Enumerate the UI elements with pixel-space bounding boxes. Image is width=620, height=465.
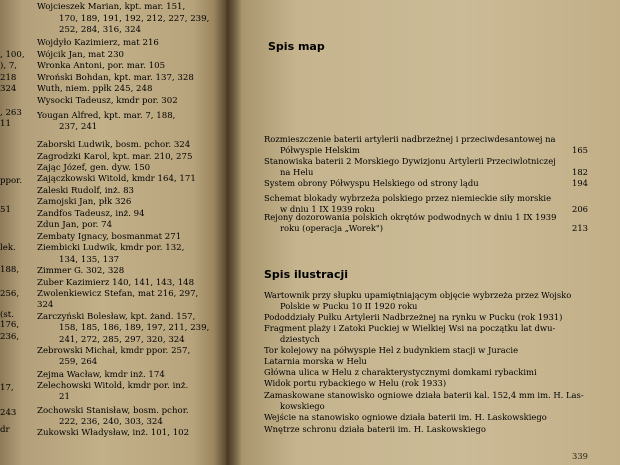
- index-line: Zając Józef, gen. dyw. 150: [37, 163, 151, 173]
- index-line: Żochowski Stanisław, bosm. pchor.: [37, 406, 189, 416]
- map-entry-page: 182: [572, 167, 588, 177]
- maps-heading: Spis map: [268, 40, 325, 53]
- map-entry-text: System obrony Półwyspu Helskiego od strony lądu: [264, 178, 479, 188]
- book-gutter: [214, 0, 242, 465]
- margin-fragment: lek.: [0, 243, 16, 253]
- illustration-entry: Zamaskowane stanowisko ogniowe działa baterii kal. 152,4 mm im. H. Las-: [264, 390, 584, 400]
- margin-fragment: 176,: [0, 320, 20, 330]
- index-line: Zuber Kazimierz 140, 141, 143, 148: [37, 278, 195, 288]
- map-entry-text: Schemat blokady wybrzeża polskiego przez niemieckie siły morskie: [264, 193, 552, 203]
- index-line: 21: [59, 392, 70, 402]
- map-entry-text: Rozmieszczenie baterii artylerii nadbrzeżnej i przeciwdesantowej na: [264, 134, 556, 144]
- index-line: Wronka Antoni, por. mar. 105: [37, 61, 166, 71]
- index-line: Żelechowski Witold, kmdr por. inż.: [37, 381, 189, 391]
- map-entry-text: Stanowiska baterii 2 Morskiego Dywizjonu Artylerii Przeciwlotniczej: [264, 156, 556, 166]
- index-line: 222, 236, 240, 303, 324: [59, 417, 163, 427]
- illustration-entry: Tor kolejowy na półwyspie Hel z budynkiem stacji w Juracie: [264, 345, 519, 355]
- index-line: Zaborski Ludwik, bosm. pchor. 324: [37, 140, 191, 150]
- map-entry-text: na Helu: [280, 167, 314, 177]
- illustration-entry: Widok portu rybackiego w Helu (rok 1933): [264, 378, 447, 388]
- margin-fragment: ppor.: [0, 176, 23, 186]
- index-line: Żukowski Władysław, inż. 101, 102: [37, 428, 190, 438]
- index-line: Zdun Jan, por. 74: [37, 220, 113, 230]
- margin-fragment: 17,: [0, 383, 14, 393]
- index-line: Żarczyński Bolesław, kpt. żand. 157,: [37, 312, 196, 322]
- index-line: Wysocki Tadeusz, kmdr por. 302: [37, 96, 178, 106]
- margin-fragment: 236,: [0, 332, 20, 342]
- margin-fragment: 11: [0, 119, 11, 129]
- illustration-entry: Wejście na stanowisko ogniowe działa baterii im. H. Laskowskiego: [264, 412, 547, 422]
- index-line: Zembaty Ignacy, bosmanmat 271: [37, 232, 182, 242]
- index-line: 134, 135, 137: [59, 255, 120, 265]
- index-line: Zwolenkiewicz Stefan, mat 216, 297,: [37, 289, 199, 299]
- illustration-entry: Latarnia morska w Helu: [264, 356, 367, 366]
- margin-fragment: ), 7,: [0, 61, 18, 71]
- index-line: 158, 185, 186, 189, 197, 211, 239,: [59, 323, 210, 333]
- index-line: Żebrowski Michał, kmdr ppor. 257,: [37, 346, 191, 356]
- index-line: 252, 284, 316, 324: [59, 25, 142, 35]
- illustrations-heading: Spis ilustracji: [264, 268, 349, 281]
- index-line: 324: [37, 300, 54, 310]
- index-line: Wojcieszek Marian, kpt. mar. 151,: [37, 2, 186, 12]
- map-entry-page: 206: [572, 204, 588, 214]
- index-line: 241, 272, 285, 297, 320, 324: [59, 335, 185, 345]
- index-line: Ziembicki Ludwik, kmdr por. 132,: [37, 243, 185, 253]
- index-line: Wójcik Jan, mat 230: [37, 50, 125, 60]
- illustration-entry: Polskie w Pucku 10 II 1920 roku: [280, 301, 418, 311]
- margin-fragment: 243: [0, 408, 17, 418]
- index-line: Zamojski Jan, płk 326: [37, 197, 132, 207]
- index-line: Yougan Alfred, kpt. mar. 7, 188,: [37, 111, 176, 121]
- map-entry-text: Półwyspie Helskim: [280, 145, 360, 155]
- illustration-entry: Wnętrze schronu działa baterii im. H. Laskowskiego: [264, 424, 486, 434]
- index-line: 170, 189, 191, 192, 212, 227, 239,: [59, 14, 210, 24]
- map-entry-page: 213: [572, 223, 588, 233]
- margin-fragment: 218: [0, 73, 17, 83]
- margin-fragment: , 100,: [0, 50, 25, 60]
- index-line: Wroński Bohdan, kpt. mar. 137, 328: [37, 73, 194, 83]
- margin-fragment: dr: [0, 425, 10, 435]
- illustration-entry: Wartownik przy słupku upamiętniającym objęcie wybrzeża przez Wojsko: [264, 290, 572, 300]
- margin-fragment: 256,: [0, 289, 20, 299]
- map-entry-text: Rejony dozorowania polskich okrętów podwodnych w dniu 1 IX 1939: [264, 212, 557, 222]
- margin-fragment: 188,: [0, 265, 20, 275]
- margin-fragment: 51: [0, 205, 11, 215]
- index-line: Zimmer G. 302, 328: [37, 266, 125, 276]
- page-number: 339: [572, 451, 588, 461]
- index-line: 259, 264: [59, 357, 98, 367]
- index-line: Żejma Wacław, kmdr inż. 174: [37, 370, 165, 380]
- index-line: Zandfos Tadeusz, inż. 94: [37, 209, 145, 219]
- index-line: 237, 241: [59, 122, 98, 132]
- map-entry-text: roku (operacja „Worek"): [280, 223, 384, 233]
- index-line: Wuth, niem. ppłk 245, 248: [37, 84, 153, 94]
- index-line: Zajączkowski Witold, kmdr 164, 171: [37, 174, 196, 184]
- illustration-entry: kowskiego: [280, 401, 325, 411]
- map-entry-page: 194: [572, 178, 588, 188]
- illustration-entry: Pododdziały Pułku Artylerii Nadbrzeżnej na rynku w Pucku (rok 1931): [264, 312, 563, 322]
- margin-fragment: (st.: [0, 310, 14, 320]
- margin-fragment: 324: [0, 84, 17, 94]
- margin-fragment: , 263: [0, 108, 22, 118]
- map-entry-text: w dniu 1 IX 1939 roku: [280, 204, 375, 214]
- index-line: Zagrodzki Karol, kpt. mar. 210, 275: [37, 152, 193, 162]
- illustration-entry: Główna ulica w Helu z charakterystycznymi domkami rybackimi: [264, 367, 537, 377]
- index-line: Wojdyło Kazimierz, mat 216: [37, 38, 159, 48]
- illustration-entry: dziestych: [280, 334, 320, 344]
- index-line: Zaleski Rudolf, inż. 83: [37, 186, 135, 196]
- map-entry-page: 165: [572, 145, 588, 155]
- illustration-entry: Fragment plaży i Zatoki Puckiej w Wielkiej Wsi na początku lat dwu-: [264, 323, 556, 333]
